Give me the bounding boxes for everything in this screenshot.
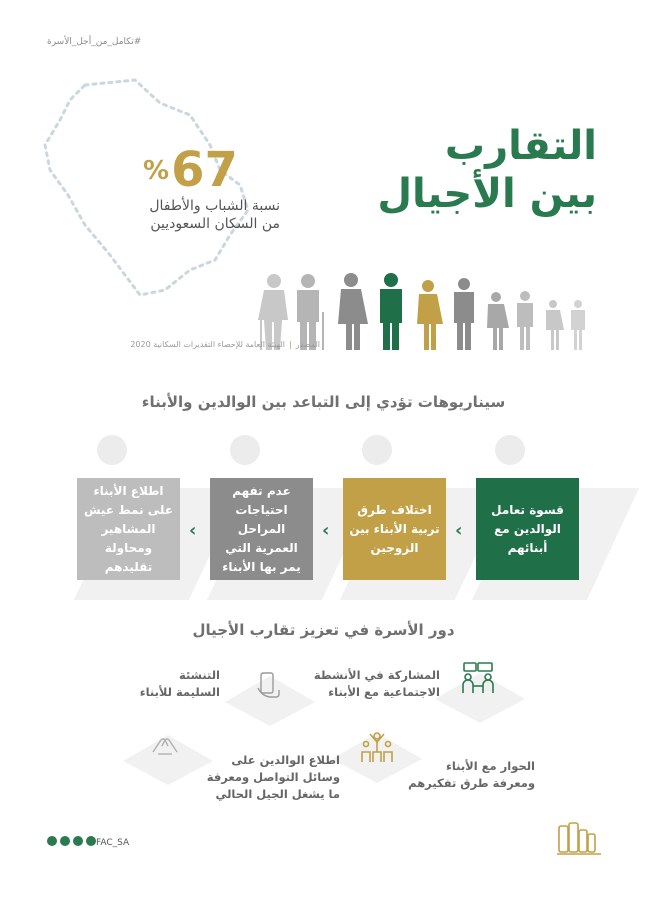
stat-label-line2: من السكان السعوديين [150, 216, 280, 232]
scenario-circle-4 [97, 435, 127, 465]
dialogue-icon [460, 660, 496, 696]
source-prefix: المصدر [295, 340, 320, 349]
stat-label-line1: نسبة الشباب والأطفال [149, 198, 280, 214]
facebook-icon[interactable] [73, 836, 83, 846]
source-note: المصدر|الهيئة العامة للإحصاء التقديرات السكانية 2020 [130, 340, 320, 349]
phone-hand-icon [255, 670, 283, 700]
scenario-card-2 [343, 478, 446, 580]
role-2 [100, 667, 220, 701]
hashtag: #تكامل_من_أجل_الأسرة [47, 37, 142, 47]
role-2-line2: السليمة للأبناء [139, 685, 220, 699]
page-title-line1: التقارب [444, 123, 597, 169]
role-1-line1: المشاركة في الأنشطة [313, 668, 440, 682]
celebrating-people-icon [358, 728, 396, 764]
chevron-left-icon: ‹ [455, 520, 463, 541]
role-4-line1: اطلاع الوالدين على [231, 753, 340, 767]
source-text: الهيئة العامة للإحصاء التقديرات السكانية 2020 [130, 340, 285, 349]
scenario-text-3: عدم تفهم احتياجات المراحل العمرية التي يمر بها الأبناء [222, 483, 301, 574]
scenario-text-1: قسوة تعامل الوالدين مع أبنائهم [491, 502, 564, 555]
roles-title: دور الأسرة في تعزيز تقارب الأجيال [192, 621, 455, 639]
social-handle[interactable]: FAC_SA [96, 838, 130, 848]
instagram-icon[interactable] [60, 836, 70, 846]
twitter-icon[interactable] [47, 836, 57, 846]
scenarios-title: سيناريوهات تؤدي إلى التباعد بين الوالدين والأبناء [141, 393, 506, 411]
role-4-line2: وسائل التواصل ومعرفة [206, 770, 340, 784]
role-3 [400, 758, 535, 792]
chevron-left-icon: ‹ [189, 520, 197, 541]
scenario-circle-1 [495, 435, 525, 465]
role-4 [190, 752, 340, 803]
role-1-line2: الاجتماعية مع الأبناء [328, 685, 440, 699]
hands-icon [150, 732, 180, 758]
scenario-text-4: اطلاع الأبناء على نمط عيش المشاهير ومحاولة تقليدهم [83, 483, 174, 574]
stat-number: 67 [171, 142, 238, 198]
stat-unit: % [143, 156, 170, 186]
page-title-line2: بين الأجيال [377, 171, 597, 217]
role-2-line1: التنشئة [178, 668, 220, 682]
family-logo-icon [555, 818, 605, 858]
scenario-text-2: اختلاف طرق تربية الأبناء بين الزوجين [349, 502, 440, 555]
scenario-circle-3 [230, 435, 260, 465]
chevron-left-icon: ‹ [322, 520, 330, 541]
scenario-circle-2 [362, 435, 392, 465]
role-4-line3: ما يشغل الجيل الحالي [215, 787, 340, 801]
role-3-line2: ومعرفة طرق تفكيرهم [408, 776, 535, 790]
scenario-card-3 [210, 478, 313, 580]
role-3-line1: الحوار مع الأبناء [445, 759, 535, 773]
role-1 [300, 667, 440, 701]
stat-value [143, 142, 293, 198]
whatsapp-icon[interactable] [86, 836, 96, 846]
scenario-card-1 [476, 478, 579, 580]
social-icons [47, 836, 96, 846]
scenario-card-4 [77, 478, 180, 580]
